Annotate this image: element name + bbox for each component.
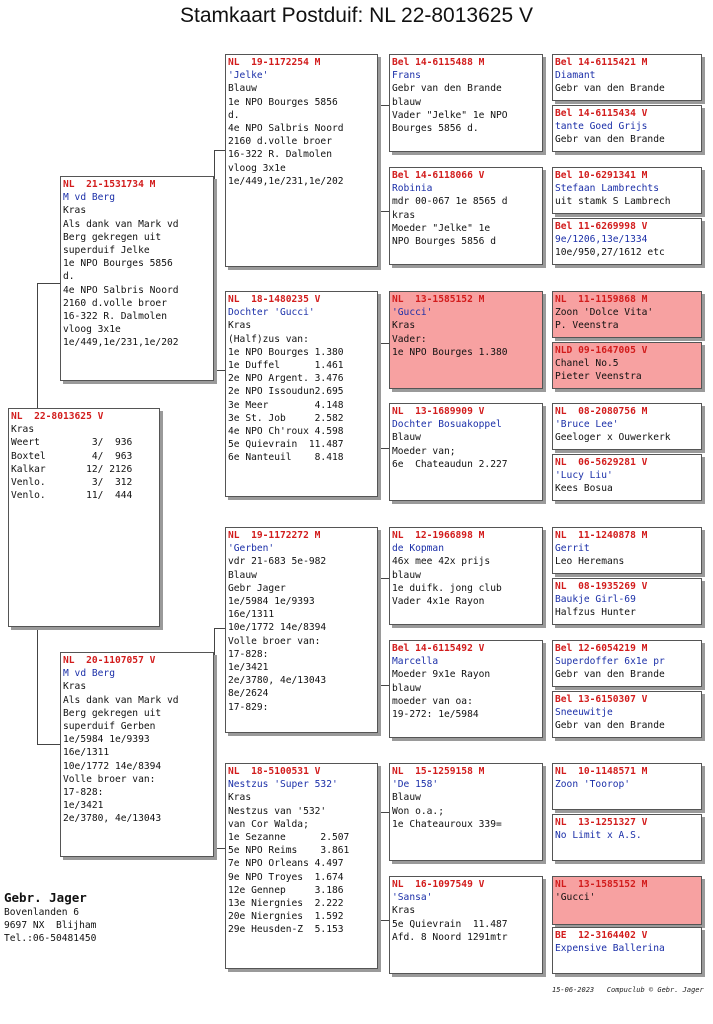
great-grandparent-card	[389, 640, 543, 738]
connector-line	[37, 283, 62, 284]
pigeon-name: 'Bruce Lee'	[555, 419, 619, 431]
connector-line	[543, 792, 544, 828]
card-line: 6e Nanteuil 8.418	[228, 452, 344, 464]
ring-number: NL 22-8013625 V	[11, 411, 104, 422]
ancestor-card	[552, 54, 702, 101]
pigeon-name: Sneeuwitje	[555, 707, 613, 719]
card-line: 16-322 R. Dalmolen	[228, 149, 332, 161]
card-line: 3e St. Job 2.582	[228, 412, 344, 424]
card-line: Als dank van Mark vd	[63, 694, 179, 706]
card-line: Pieter Veenstra	[555, 371, 642, 383]
ring-number: NL 15-1259158 M	[392, 766, 485, 777]
ring-number: Bel 14-6115421 M	[555, 57, 648, 68]
ring-number: NL 08-1935269 V	[555, 581, 648, 592]
ring-number: BE 12-3164402 V	[555, 930, 648, 941]
pigeon-name: Superdoffer 6x1e pr	[555, 656, 665, 668]
card-line: Kras	[11, 424, 35, 436]
pigeon-name: 'Sansa'	[392, 892, 433, 904]
card-line: P. Veenstra	[555, 320, 619, 332]
ancestor-card	[552, 105, 702, 152]
ring-number: Bel 13-6150307 V	[555, 694, 648, 705]
ring-number: NL 12-1966898 M	[392, 530, 485, 541]
connector-line	[37, 744, 62, 745]
ring-number: NL 08-2080756 M	[555, 406, 648, 417]
card-line: Moeder van;	[392, 445, 456, 457]
pigeon-name: 'Gucci'	[392, 307, 433, 319]
ancestor-card	[552, 691, 702, 738]
card-line: Bourges 5856 d.	[392, 123, 479, 135]
connector-line	[379, 105, 380, 211]
ring-number: NL 13-1251327 V	[555, 817, 648, 828]
card-line: Nestzus van '532'	[228, 805, 327, 817]
ancestor-card	[552, 763, 702, 810]
card-line: d.	[228, 109, 240, 121]
pigeon-name: de Kopman	[392, 543, 444, 555]
ancestor-card-highlighted	[552, 876, 702, 925]
ring-number: NL 13-1689909 V	[392, 406, 485, 417]
owner-block	[4, 890, 96, 945]
card-line: d.	[63, 271, 75, 283]
card-line: NPO Bourges 5856 d	[392, 236, 496, 248]
card-line: 1e/3421	[63, 800, 104, 812]
card-line: Kras	[228, 320, 252, 332]
pigeon-name: Zoon 'Dolce Vita'	[555, 307, 654, 319]
result-line: Boxtel 4/ 963	[11, 450, 133, 462]
card-line: 12e Gennep 3.186	[228, 884, 344, 896]
pigeon-name: Dochter 'Gucci'	[228, 307, 315, 319]
ring-number: NL 21-1531734 M	[63, 179, 156, 190]
card-line: Moeder "Jelke" 1e	[392, 222, 491, 234]
card-line: blauw	[392, 682, 421, 694]
ring-number: NL 13-1585152 M	[392, 294, 485, 305]
card-line: 4e NPO Salbris Noord	[63, 284, 179, 296]
grandparent-card	[225, 291, 378, 497]
ring-number: Bel 14-6115434 V	[555, 108, 648, 119]
card-line: Volle broer van:	[63, 773, 156, 785]
connector-line	[379, 448, 389, 449]
connector-line	[37, 283, 38, 410]
card-line: (Half)zus van:	[228, 333, 309, 345]
card-line: 1e/449,1e/231,1e/202	[228, 175, 344, 187]
card-line: 1e NPO Bourges 1.380	[228, 346, 344, 358]
pigeon-name: 'De 158'	[392, 779, 439, 791]
great-grandparent-card	[389, 876, 543, 974]
connector-line	[379, 343, 380, 448]
pigeon-name: 'Gucci'	[555, 892, 596, 904]
card-line: 2160 d.volle broer	[63, 297, 167, 309]
card-line: Kees Bosua	[555, 483, 613, 495]
card-line: Geeloger x Ouwerkerk	[555, 432, 671, 444]
card-line: Kras	[63, 205, 87, 217]
card-line: mdr 00-067 1e 8565 d	[392, 196, 508, 208]
ancestor-card-highlighted	[552, 342, 702, 389]
card-line: Gebr van den Brande	[555, 134, 665, 146]
great-grandparent-card	[389, 763, 543, 861]
result-line: Venlo. 3/ 312	[11, 477, 133, 489]
card-line: 29e Heusden-Z 5.153	[228, 924, 344, 936]
pigeon-name: 'Jelke'	[228, 70, 269, 82]
card-line: 16e/1311	[228, 609, 275, 621]
pigeon-name: Nestzus 'Super 532'	[228, 779, 338, 791]
grandparent-card	[225, 763, 378, 969]
card-line: 1e NPO Bourges 5856	[63, 258, 173, 270]
ancestor-card	[552, 403, 702, 450]
card-line: 2e NPO Issoudun2.695	[228, 386, 344, 398]
card-line: Afd. 8 Noord 1291mtr	[392, 931, 508, 943]
ring-number: Bel 12-6054219 M	[555, 643, 648, 654]
card-line: 16-322 R. Dalmolen	[63, 311, 167, 323]
card-line: 1e/449,1e/231,1e/202	[63, 337, 179, 349]
ancestor-card	[552, 578, 702, 625]
grandparent-card	[225, 54, 378, 267]
card-line: Vader 4x1e Rayon	[392, 596, 485, 608]
card-line: Vader "Jelke" 1e NPO	[392, 109, 508, 121]
connector-line	[37, 627, 38, 744]
card-line: 1e/5984 1e/9393	[63, 734, 150, 746]
great-grandparent-card	[389, 167, 543, 265]
ancestor-card-highlighted	[552, 291, 702, 338]
ring-number: Bel 14-6118066 V	[392, 170, 485, 181]
card-line: 2e/3780, 4e/13043	[63, 813, 162, 825]
card-line: 13e Niergnies 2.222	[228, 898, 344, 910]
card-line: moeder van oa:	[392, 695, 473, 707]
connector-line	[379, 211, 389, 212]
card-line: vloog 3x1e	[228, 162, 286, 174]
pigeon-name: Zoon 'Toorop'	[555, 779, 631, 791]
ring-number: Bel 14-6115492 V	[392, 643, 485, 654]
connector-line	[543, 80, 544, 130]
card-line: 5e NPO Reims 3.861	[228, 845, 350, 857]
card-line: van Cor Walda;	[228, 818, 309, 830]
card-line: Gebr Jager	[228, 582, 286, 594]
ancestor-card	[552, 927, 702, 974]
card-line: Vader:	[392, 333, 427, 345]
card-line: 1e NPO Bourges 5856	[228, 96, 338, 108]
card-line: 1e NPO Bourges 1.380	[392, 346, 508, 358]
card-line: Gebr van den Brande	[555, 669, 665, 681]
card-line: 1e duifk. jong club	[392, 582, 502, 594]
pigeon-name: Frans	[392, 70, 421, 82]
pigeon-name: 'Lucy Liu'	[555, 470, 613, 482]
card-line: 7e NPO Orleans 4.497	[228, 858, 344, 870]
card-line: 4e NPO Ch'roux 4.598	[228, 426, 344, 438]
card-line: Gebr van den Brande	[392, 83, 502, 95]
connector-line	[379, 812, 389, 813]
ring-number: NL 18-1480235 V	[228, 294, 321, 305]
card-line: 4e NPO Salbris Noord	[228, 123, 344, 135]
owner-postcode: 9697 NX Blijham	[4, 920, 97, 931]
card-line: 1e Duffel 1.461	[228, 360, 344, 372]
card-line: 2e NPO Argent. 3.476	[228, 373, 344, 385]
card-line: 17-828:	[228, 648, 269, 660]
card-line: Won o.a.;	[392, 805, 444, 817]
card-line: Berg gekregen uit	[63, 707, 162, 719]
connector-line	[543, 660, 544, 710]
ring-number: Bel 11-6269998 V	[555, 221, 648, 232]
card-line: 5e Quievrain 11.487	[228, 439, 344, 451]
result-line: Kalkar 12/ 2126	[11, 463, 133, 475]
card-line: Blauw	[228, 83, 257, 95]
card-line: Leo Heremans	[555, 556, 625, 568]
card-line: 3e Meer 4.148	[228, 399, 344, 411]
pigeon-name: 9e/1206,13e/1334	[555, 234, 648, 246]
card-line: blauw	[392, 96, 421, 108]
pigeon-name: Chanel No.5	[555, 358, 619, 370]
card-line: 20e Niergnies 1.592	[228, 911, 344, 923]
ring-number: NL 11-1159868 M	[555, 294, 648, 305]
father-card	[60, 176, 214, 381]
card-line: Kras	[63, 681, 87, 693]
connector-line	[379, 105, 389, 106]
ancestor-card	[552, 814, 702, 861]
ring-number: NL 18-5100531 V	[228, 766, 321, 777]
connector-line	[543, 424, 544, 474]
grandparent-card	[225, 527, 378, 733]
page-title: Stamkaart Postduif: NL 22-8013625 V	[180, 4, 533, 27]
card-line: 10e/950,27/1612 etc	[555, 247, 665, 259]
card-line: Berg gekregen uit	[63, 231, 162, 243]
connector-line	[214, 150, 215, 370]
pigeon-name: M vd Berg	[63, 192, 115, 204]
connector-line	[543, 900, 544, 946]
ring-number: Bel 14-6115488 M	[392, 57, 485, 68]
card-line: 2e/3780, 4e/13043	[228, 675, 327, 687]
ring-number: NL 19-1172254 M	[228, 57, 321, 68]
card-line: kras	[392, 209, 416, 221]
connector-line	[379, 812, 380, 920]
card-line: Gebr van den Brande	[555, 720, 665, 732]
card-line: 19-272: 1e/5984	[392, 709, 479, 721]
ring-number: Bel 10-6291341 M	[555, 170, 648, 181]
connector-line	[379, 578, 389, 579]
footer-credit: 15-06-2023 Compuclub © Gebr. Jager	[552, 986, 704, 994]
card-line: Kras	[228, 792, 252, 804]
ancestor-card	[552, 167, 702, 214]
ring-number: NL 13-1585152 M	[555, 879, 648, 890]
card-line: 2160 d.volle broer	[228, 136, 332, 148]
card-line: Blauw	[228, 569, 257, 581]
card-line: Blauw	[392, 432, 421, 444]
ring-number: NL 11-1240878 M	[555, 530, 648, 541]
pigeon-name: Expensive Ballerina	[555, 943, 665, 955]
card-line: 1e/3421	[228, 662, 269, 674]
ring-number: NL 16-1097549 V	[392, 879, 485, 890]
result-line: Venlo. 11/ 444	[11, 490, 133, 502]
great-grandparent-card-highlighted	[389, 291, 543, 389]
ring-number: NL 10-1148571 M	[555, 766, 648, 777]
card-line: Kras	[392, 320, 416, 332]
connector-line	[214, 628, 215, 848]
card-line: 46x mee 42x prijs	[392, 556, 491, 568]
card-line: 1e Chateauroux 339=	[392, 818, 502, 830]
pigeon-name: M vd Berg	[63, 668, 115, 680]
card-line: Gebr van den Brande	[555, 83, 665, 95]
pigeon-name: Robinia	[392, 183, 433, 195]
card-line: vdr 21-683 5e-982	[228, 556, 327, 568]
ancestor-card	[552, 640, 702, 687]
connector-line	[379, 578, 380, 685]
connector-line	[379, 343, 389, 344]
owner-phone: Tel.:06-50481450	[4, 933, 97, 944]
pigeon-name: Baukje Girl-69	[555, 594, 636, 606]
connector-line	[379, 685, 389, 686]
connector-line	[543, 186, 544, 236]
pigeon-name: Gerrit	[555, 543, 590, 555]
ancestor-card	[552, 454, 702, 501]
card-line: 10e/1772 14e/8394	[228, 622, 327, 634]
pigeon-name: Diamant	[555, 70, 596, 82]
owner-address: Bovenlanden 6	[4, 907, 80, 918]
card-line: 9e NPO Troyes 1.674	[228, 871, 344, 883]
card-line: 6e Chateaudun 2.227	[392, 458, 508, 470]
card-line: Volle broer van:	[228, 635, 321, 647]
pigeon-name: Marcella	[392, 656, 439, 668]
card-line: 5e Quievrain 11.487	[392, 918, 508, 930]
great-grandparent-card	[389, 54, 543, 152]
card-line: Blauw	[392, 792, 421, 804]
card-line: 17-828:	[63, 787, 104, 799]
great-grandparent-card	[389, 527, 543, 625]
connector-line	[379, 920, 389, 921]
connector-line	[543, 553, 544, 603]
card-line: Kras	[392, 905, 416, 917]
card-line: 8e/2624	[228, 688, 269, 700]
card-line: Moeder 9x1e Rayon	[392, 669, 491, 681]
connector-line	[543, 318, 544, 368]
ancestor-card	[552, 218, 702, 265]
card-line: 17-829:	[228, 701, 269, 713]
pigeon-name: tante Goed Grijs	[555, 121, 648, 133]
card-line: 1e Sezanne 2.507	[228, 832, 350, 844]
card-line: Halfzus Hunter	[555, 607, 636, 619]
main-pigeon-card	[8, 408, 160, 627]
pigeon-name: No Limit x A.S.	[555, 830, 642, 842]
card-line: vloog 3x1e	[63, 324, 121, 336]
card-line: uit stamk S Lambrech	[555, 196, 671, 208]
ring-number: NL 19-1172272 M	[228, 530, 321, 541]
mother-card	[60, 652, 214, 857]
owner-name: Gebr. Jager	[4, 890, 87, 905]
card-line: Als dank van Mark vd	[63, 218, 179, 230]
pigeon-name: Dochter Bosuakoppel	[392, 419, 502, 431]
ring-number: NL 06-5629281 V	[555, 457, 648, 468]
card-line: 1e/5984 1e/9393	[228, 596, 315, 608]
result-line: Weert 3/ 936	[11, 437, 133, 449]
great-grandparent-card	[389, 403, 543, 501]
ring-number: NL 20-1107057 V	[63, 655, 156, 666]
ancestor-card	[552, 527, 702, 574]
card-line: 16e/1311	[63, 747, 110, 759]
pigeon-name: Stefaan Lambrechts	[555, 183, 659, 195]
pigeon-name: 'Gerben'	[228, 543, 275, 555]
card-line: superduif Gerben	[63, 721, 156, 733]
card-line: 10e/1772 14e/8394	[63, 760, 162, 772]
card-line: superduif Jelke	[63, 245, 150, 257]
card-line: blauw	[392, 569, 421, 581]
ring-number: NLD 09-1647005 V	[555, 345, 648, 356]
